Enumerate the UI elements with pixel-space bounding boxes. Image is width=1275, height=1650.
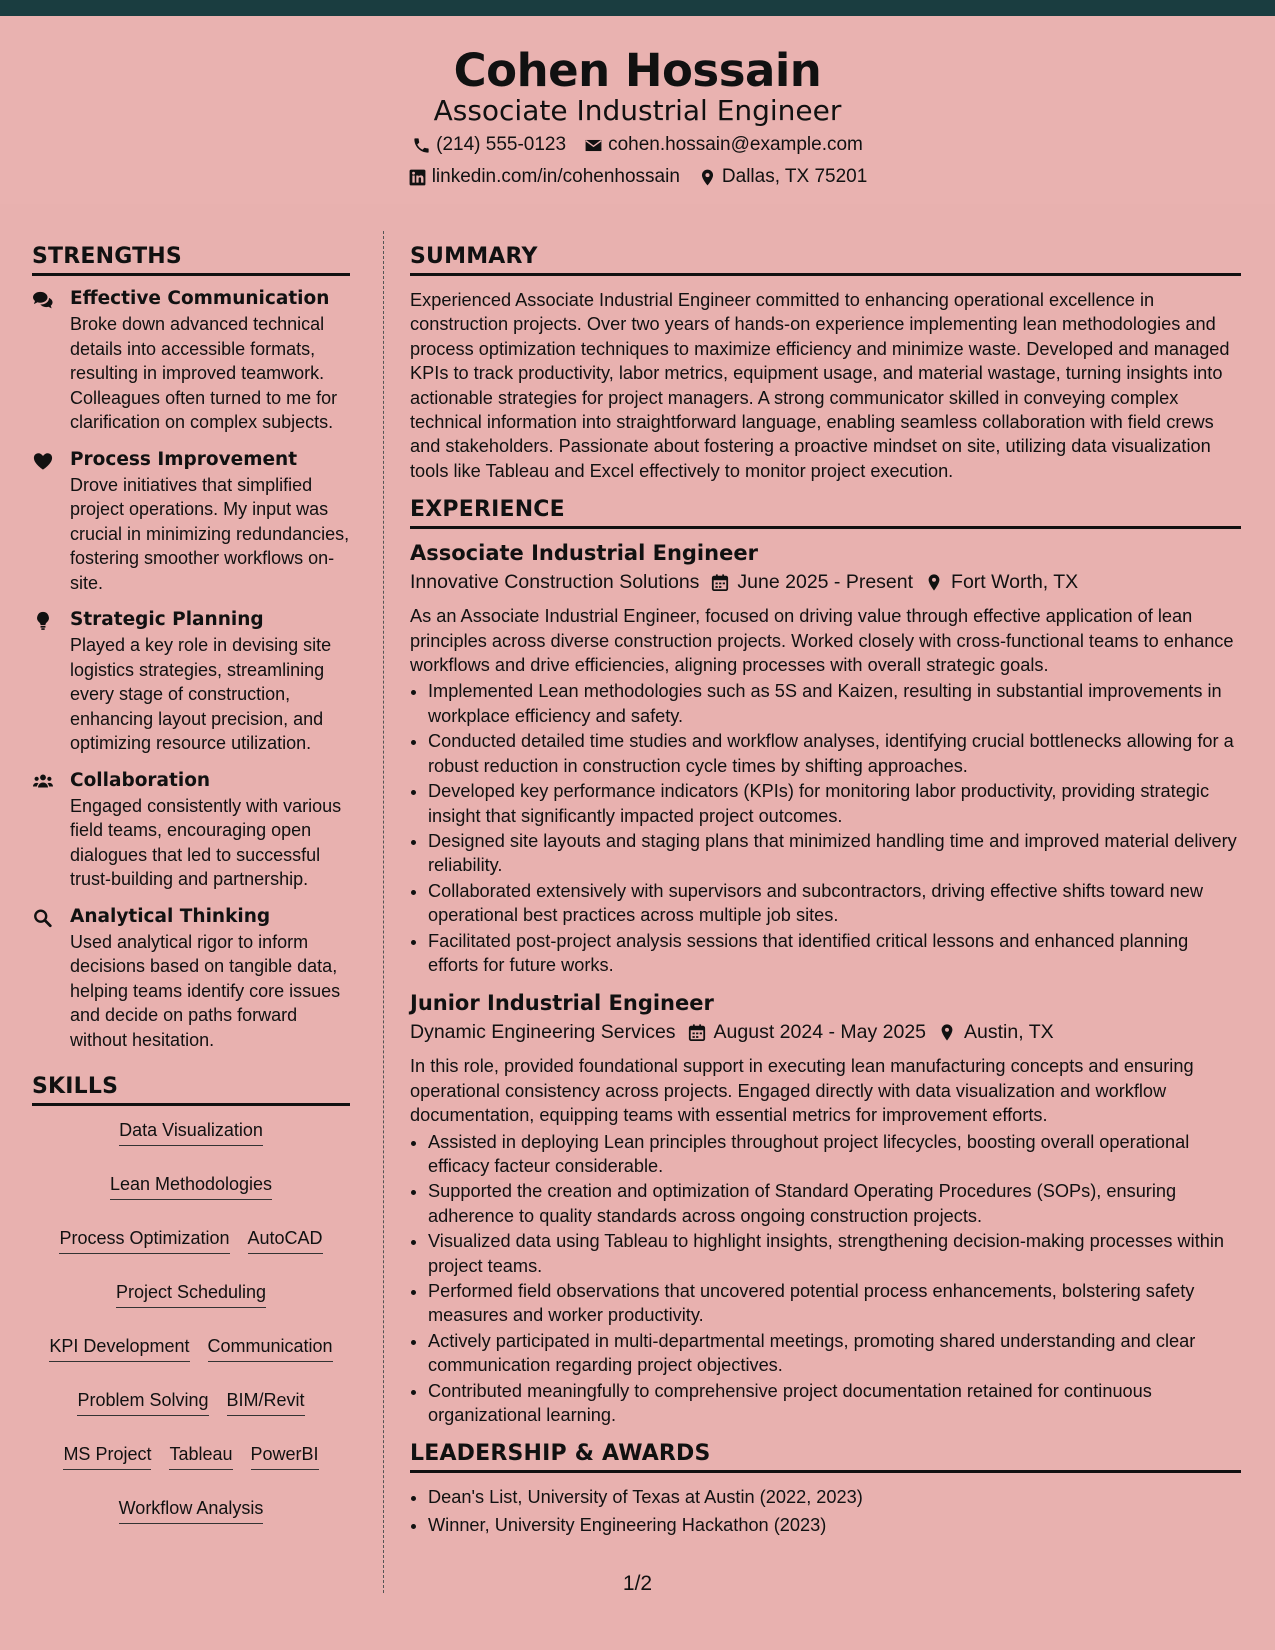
skill-tag: BIM/Revit	[227, 1390, 305, 1416]
strength-item	[32, 770, 350, 892]
job-bullet: • Facilitated post-project analysis sessions that identified critical lessons and enhanced planning efforts for future works.	[428, 929, 1241, 978]
strength-title: Strategic Planning	[70, 609, 264, 630]
lightbulb-icon	[32, 611, 54, 631]
experience-heading: EXPERIENCE	[410, 497, 1241, 529]
job-location: Fort Worth, TX	[951, 571, 1079, 594]
email-text: cohen.hossain@example.com	[608, 134, 863, 155]
skill-tag: Communication	[208, 1336, 333, 1362]
job-bullets	[410, 679, 1241, 977]
strength-desc: Played a key role in devising site logistics strategies, streamlining every stage of construction, enhancing layout precision, and optimizing resource utilization.	[70, 635, 332, 753]
job-dates: June 2025 - Present	[737, 571, 914, 594]
skill-tag: MS Project	[63, 1444, 151, 1470]
heart-icon	[32, 451, 54, 471]
job-bullet: • Assisted in deploying Lean principles throughout project lifecycles, boosting overall operational efficacy facteur considerable.	[428, 1130, 1241, 1179]
awards-heading: LEADERSHIP & AWARDS	[410, 1441, 1241, 1473]
job-bullet: • Supported the creation and optimization of Standard Operating Procedures (SOPs), ensuring adherence to quality standards across ongoing construction projects.	[428, 1179, 1241, 1228]
skill-tag: Project Scheduling	[116, 1282, 266, 1308]
job-description: As an Associate Industrial Engineer, focused on driving value through effective application of lean principles across diverse construction projects. Worked closely with cross-functional teams to enhance workflows and drive efficiencies, aligning processes with overall strategic goals.	[410, 606, 1234, 676]
strengths-heading: STRENGTHS	[32, 244, 350, 276]
job-company: Dynamic Engineering Services	[410, 1021, 676, 1044]
skill-tag: AutoCAD	[248, 1228, 323, 1254]
job-bullet: • Actively participated in multi-departmental meetings, promoting shared understanding and clear communication regarding project objectives.	[428, 1329, 1241, 1378]
job-bullet: • Contributed meaningfully to comprehensive project documentation retained for continuous organizational learning.	[428, 1379, 1241, 1428]
map-pin-icon	[698, 168, 717, 187]
linkedin-icon	[408, 168, 427, 187]
summary-text: Experienced Associate Industrial Engineer committed to enhancing operational excellence in construction projects. Over two years of hands-on experience implementing lean methodologies and process optimization techniques to maximize efficiency and minimize waste. Developed and managed KPIs to track productivity, labor metrics, equipment usage, and material wastage, turning insights into actionable strategies for project managers. A strong communicator skilled in conveying complex technical information into straightforward language, enabling seamless collaboration with field crews and stakeholders. Passionate about fostering a proactive mindset on site, utilizing data visualization tools like Tableau and Excel effectively to monitor project execution.	[410, 290, 1230, 481]
search-icon	[32, 908, 54, 928]
strength-item	[32, 906, 350, 1053]
location-contact	[698, 166, 867, 188]
job-meta	[410, 571, 1241, 594]
job-location: Austin, TX	[964, 1021, 1054, 1044]
job-bullet: • Designed site layouts and staging plans that minimized handling time and improved material delivery reliability.	[428, 829, 1241, 878]
strengths-list	[32, 288, 350, 1052]
calendar-icon	[688, 1023, 706, 1042]
phone-icon	[412, 136, 431, 155]
top-accent-bar	[0, 0, 1275, 16]
strength-title: Effective Communication	[70, 288, 330, 309]
skills-list	[32, 1120, 350, 1524]
strength-desc: Broke down advanced technical details into accessible formats, resulting in improved teamwork. Colleagues often turned to me for clarification on complex subjects.	[70, 314, 338, 432]
candidate-name: Cohen Hossain	[453, 44, 822, 97]
job-entry	[410, 991, 1241, 1427]
award-item: • Dean's List, University of Texas at Austin (2022, 2023)	[428, 1485, 1241, 1509]
comments-icon	[32, 290, 54, 310]
phone-text: (214) 555-0123	[436, 134, 567, 155]
job-bullet: • Developed key performance indicators (KPIs) for monitoring labor productivity, providing strategic insight that significantly impacted project outcomes.	[428, 779, 1241, 828]
strength-title: Collaboration	[70, 769, 211, 791]
candidate-title: Associate Industrial Engineer	[433, 94, 842, 127]
job-bullet: • Implemented Lean methodologies such as 5S and Kaizen, resulting in substantial improvements in workplace efficiency and safety.	[428, 679, 1241, 728]
strength-title: Analytical Thinking	[70, 905, 271, 927]
awards-list	[410, 1485, 1241, 1537]
job-bullet: • Conducted detailed time studies and workflow analyses, identifying crucial bottlenecks allowing for a robust reduction in construction cycle times by shifting approaches.	[428, 729, 1241, 778]
strength-desc: Engaged consistently with various field teams, encouraging open dialogues that led to successful trust-building and partnership.	[70, 795, 342, 889]
map-pin-icon	[925, 573, 943, 592]
skill-tag: Problem Solving	[77, 1390, 208, 1416]
skill-tag: Process Optimization	[59, 1228, 229, 1254]
skill-tag: PowerBI	[251, 1444, 319, 1470]
linkedin-contact[interactable]	[408, 166, 680, 188]
right-column	[410, 244, 1241, 1538]
location-text: Dallas, TX 75201	[721, 166, 868, 187]
job-bullets	[410, 1130, 1241, 1428]
job-title: Junior Industrial Engineer	[410, 991, 714, 1016]
skill-tag: Workflow Analysis	[119, 1498, 264, 1524]
award-item: • Winner, University Engineering Hackathon (2023)	[428, 1513, 1241, 1537]
skills-heading: SKILLS	[32, 1074, 350, 1106]
job-dates: August 2024 - May 2025	[713, 1021, 927, 1044]
skill-tag: KPI Development	[49, 1336, 189, 1362]
email-contact[interactable]	[584, 134, 863, 156]
page-number: 1/2	[622, 1572, 653, 1595]
column-divider	[383, 231, 384, 1593]
linkedin-text: linkedin.com/in/cohenhossain	[431, 166, 680, 187]
resume-header	[0, 16, 1275, 204]
job-meta	[410, 1021, 1241, 1044]
strength-item	[32, 609, 350, 756]
job-entry	[410, 541, 1241, 977]
skill-tag: Tableau	[169, 1444, 232, 1470]
left-column	[32, 244, 350, 1524]
strength-desc: Used analytical rigor to inform decisions based on tangible data, helping teams identify core issues and decide on paths forward without hesitation.	[70, 931, 341, 1050]
job-description: In this role, provided foundational support in executing lean manufacturing concepts and ensuring operational consistency across projects. Engaged directly with data visualization and workflow documentation, equipping teams with essential metrics for improvement efforts.	[410, 1056, 1194, 1126]
job-company: Innovative Construction Solutions	[410, 571, 700, 594]
strength-item	[32, 288, 350, 435]
phone-contact[interactable]	[412, 134, 566, 156]
skill-tag: Lean Methodologies	[110, 1174, 272, 1200]
contact-row-2	[0, 166, 1275, 188]
job-title: Associate Industrial Engineer	[410, 541, 758, 566]
users-icon	[32, 772, 54, 792]
map-pin-icon	[938, 1023, 956, 1042]
summary-heading: SUMMARY	[410, 244, 1241, 276]
envelope-icon	[584, 136, 603, 155]
strength-desc: Drove initiatives that simplified project operations. My input was crucial in minimizing redundancies, fostering smoother workflows on-site.	[70, 474, 350, 593]
contact-row-1	[0, 134, 1275, 156]
job-bullet: • Collaborated extensively with supervisors and subcontractors, driving effective shifts toward new operational best practices across multiple job sites.	[428, 879, 1241, 928]
job-bullet: • Performed field observations that uncovered potential process enhancements, bolstering safety measures and worker productivity.	[428, 1279, 1241, 1328]
strength-item	[32, 449, 350, 596]
calendar-icon	[711, 573, 729, 592]
job-bullet: • Visualized data using Tableau to highlight insights, strengthening decision-making processes within project teams.	[428, 1229, 1241, 1278]
skill-tag: Data Visualization	[119, 1120, 263, 1146]
strength-title: Process Improvement	[70, 448, 298, 470]
